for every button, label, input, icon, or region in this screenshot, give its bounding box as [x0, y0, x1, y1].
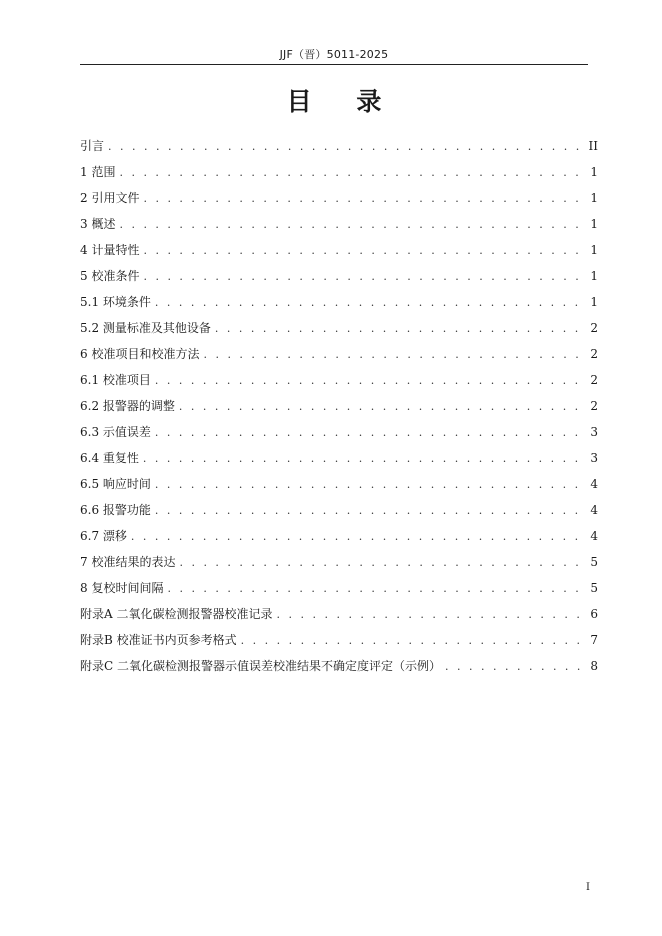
toc-entry-page: 1 [590, 269, 598, 283]
toc-dot-leader [119, 163, 584, 183]
toc-dot-leader [445, 657, 584, 677]
toc-entry-label: 4 计量特性 [80, 243, 140, 257]
toc-entry-label: 6.3 示值误差 [80, 425, 151, 439]
toc-entry-page: 4 [590, 503, 598, 517]
toc-entry[interactable] [80, 214, 598, 240]
toc-entry-page: 1 [590, 243, 598, 257]
toc-entry-label: 8 复校时间间隔 [80, 581, 164, 595]
toc-entry-page: 2 [590, 321, 598, 335]
toc-entry[interactable] [80, 448, 598, 474]
toc-entry[interactable] [80, 578, 598, 604]
toc-entry-label: 6.5 响应时间 [80, 477, 151, 491]
toc-dot-leader [203, 345, 584, 365]
toc-dot-leader [119, 215, 584, 235]
toc-entry[interactable] [80, 240, 598, 266]
toc-entry-page: 2 [590, 347, 598, 361]
toc-entry-label: 附录C 二氧化碳检测报警器示值误差校准结果不确定度评定（示例） [80, 659, 441, 673]
toc-entry[interactable] [80, 526, 598, 552]
toc-entry-label: 3 概述 [80, 217, 116, 231]
toc-entry-label: 6 校准项目和校准方法 [80, 347, 200, 361]
toc-entry[interactable] [80, 474, 598, 500]
toc-entry-page: 8 [590, 659, 598, 673]
toc-entry-label: 6.1 校准项目 [80, 373, 151, 387]
toc-dot-leader [179, 553, 584, 573]
toc-dot-leader [143, 449, 584, 469]
toc-entry[interactable] [80, 292, 598, 318]
toc-entry-page: 3 [590, 425, 598, 439]
toc-entry-label: 5 校准条件 [80, 269, 140, 283]
toc-dot-leader [276, 605, 584, 625]
toc-dot-leader [155, 501, 584, 521]
toc-entry-page: 5 [590, 581, 598, 595]
toc-entry[interactable] [80, 422, 598, 448]
toc-entry-page: 2 [590, 399, 598, 413]
toc-dot-leader [143, 241, 584, 261]
toc-entry[interactable] [80, 318, 598, 344]
toc-entry[interactable] [80, 500, 598, 526]
toc-entry[interactable] [80, 396, 598, 422]
toc-entry-page: 1 [590, 191, 598, 205]
toc-entry-label: 附录A 二氧化碳检测报警器校准记录 [80, 607, 273, 621]
toc-entry-label: 6.6 报警功能 [80, 503, 151, 517]
toc-entry-label: 1 范围 [80, 165, 116, 179]
toc-dot-leader [215, 319, 584, 339]
page-title: 目 录 [286, 87, 400, 116]
toc-entry-page: 1 [590, 295, 598, 309]
toc-entry[interactable] [80, 188, 598, 214]
toc-entry-page: 4 [590, 529, 598, 543]
toc-entry-page: II [588, 139, 598, 153]
toc-entry-page: 1 [590, 165, 598, 179]
toc-entry[interactable] [80, 604, 598, 630]
toc-entry-label: 附录B 校准证书内页参考格式 [80, 633, 237, 647]
toc-entry-label: 6.2 报警器的调整 [80, 399, 175, 413]
toc-entry[interactable] [80, 344, 598, 370]
toc-entry-page: 6 [590, 607, 598, 621]
toc-entry[interactable] [80, 630, 598, 656]
page-number: I [586, 882, 590, 893]
toc-entry-page: 7 [590, 633, 598, 647]
toc-entry-page: 3 [590, 451, 598, 465]
toc-dot-leader [143, 267, 584, 287]
toc-dot-leader [155, 371, 584, 391]
toc-entry-page: 2 [590, 373, 598, 387]
toc-entry[interactable] [80, 162, 598, 188]
toc-entry[interactable] [80, 136, 598, 162]
toc-dot-leader [143, 189, 584, 209]
toc-entry-label: 6.7 漂移 [80, 529, 127, 543]
header-rule [80, 64, 588, 65]
toc-entry-label: 5.1 环境条件 [80, 295, 151, 309]
toc-entry-label: 2 引用文件 [80, 191, 140, 205]
toc-dot-leader [241, 631, 584, 651]
toc-dot-leader [155, 423, 584, 443]
table-of-contents [80, 136, 598, 682]
toc-entry-page: 4 [590, 477, 598, 491]
running-header: JJF（晋）5011-2025 [279, 48, 389, 61]
toc-entry[interactable] [80, 370, 598, 396]
toc-dot-leader [179, 397, 584, 417]
toc-entry[interactable] [80, 552, 598, 578]
toc-dot-leader [167, 579, 584, 599]
toc-dot-leader [155, 475, 584, 495]
toc-entry-page: 1 [590, 217, 598, 231]
toc-entry-label: 6.4 重复性 [80, 451, 139, 465]
toc-entry[interactable] [80, 656, 598, 682]
toc-dot-leader [155, 293, 584, 313]
toc-dot-leader [131, 527, 584, 547]
toc-entry-label: 5.2 测量标准及其他设备 [80, 321, 211, 335]
toc-dot-leader [108, 137, 583, 157]
toc-entry-page: 5 [590, 555, 598, 569]
toc-entry[interactable] [80, 266, 598, 292]
toc-entry-label: 引言 [80, 139, 105, 153]
toc-entry-label: 7 校准结果的表达 [80, 555, 176, 569]
